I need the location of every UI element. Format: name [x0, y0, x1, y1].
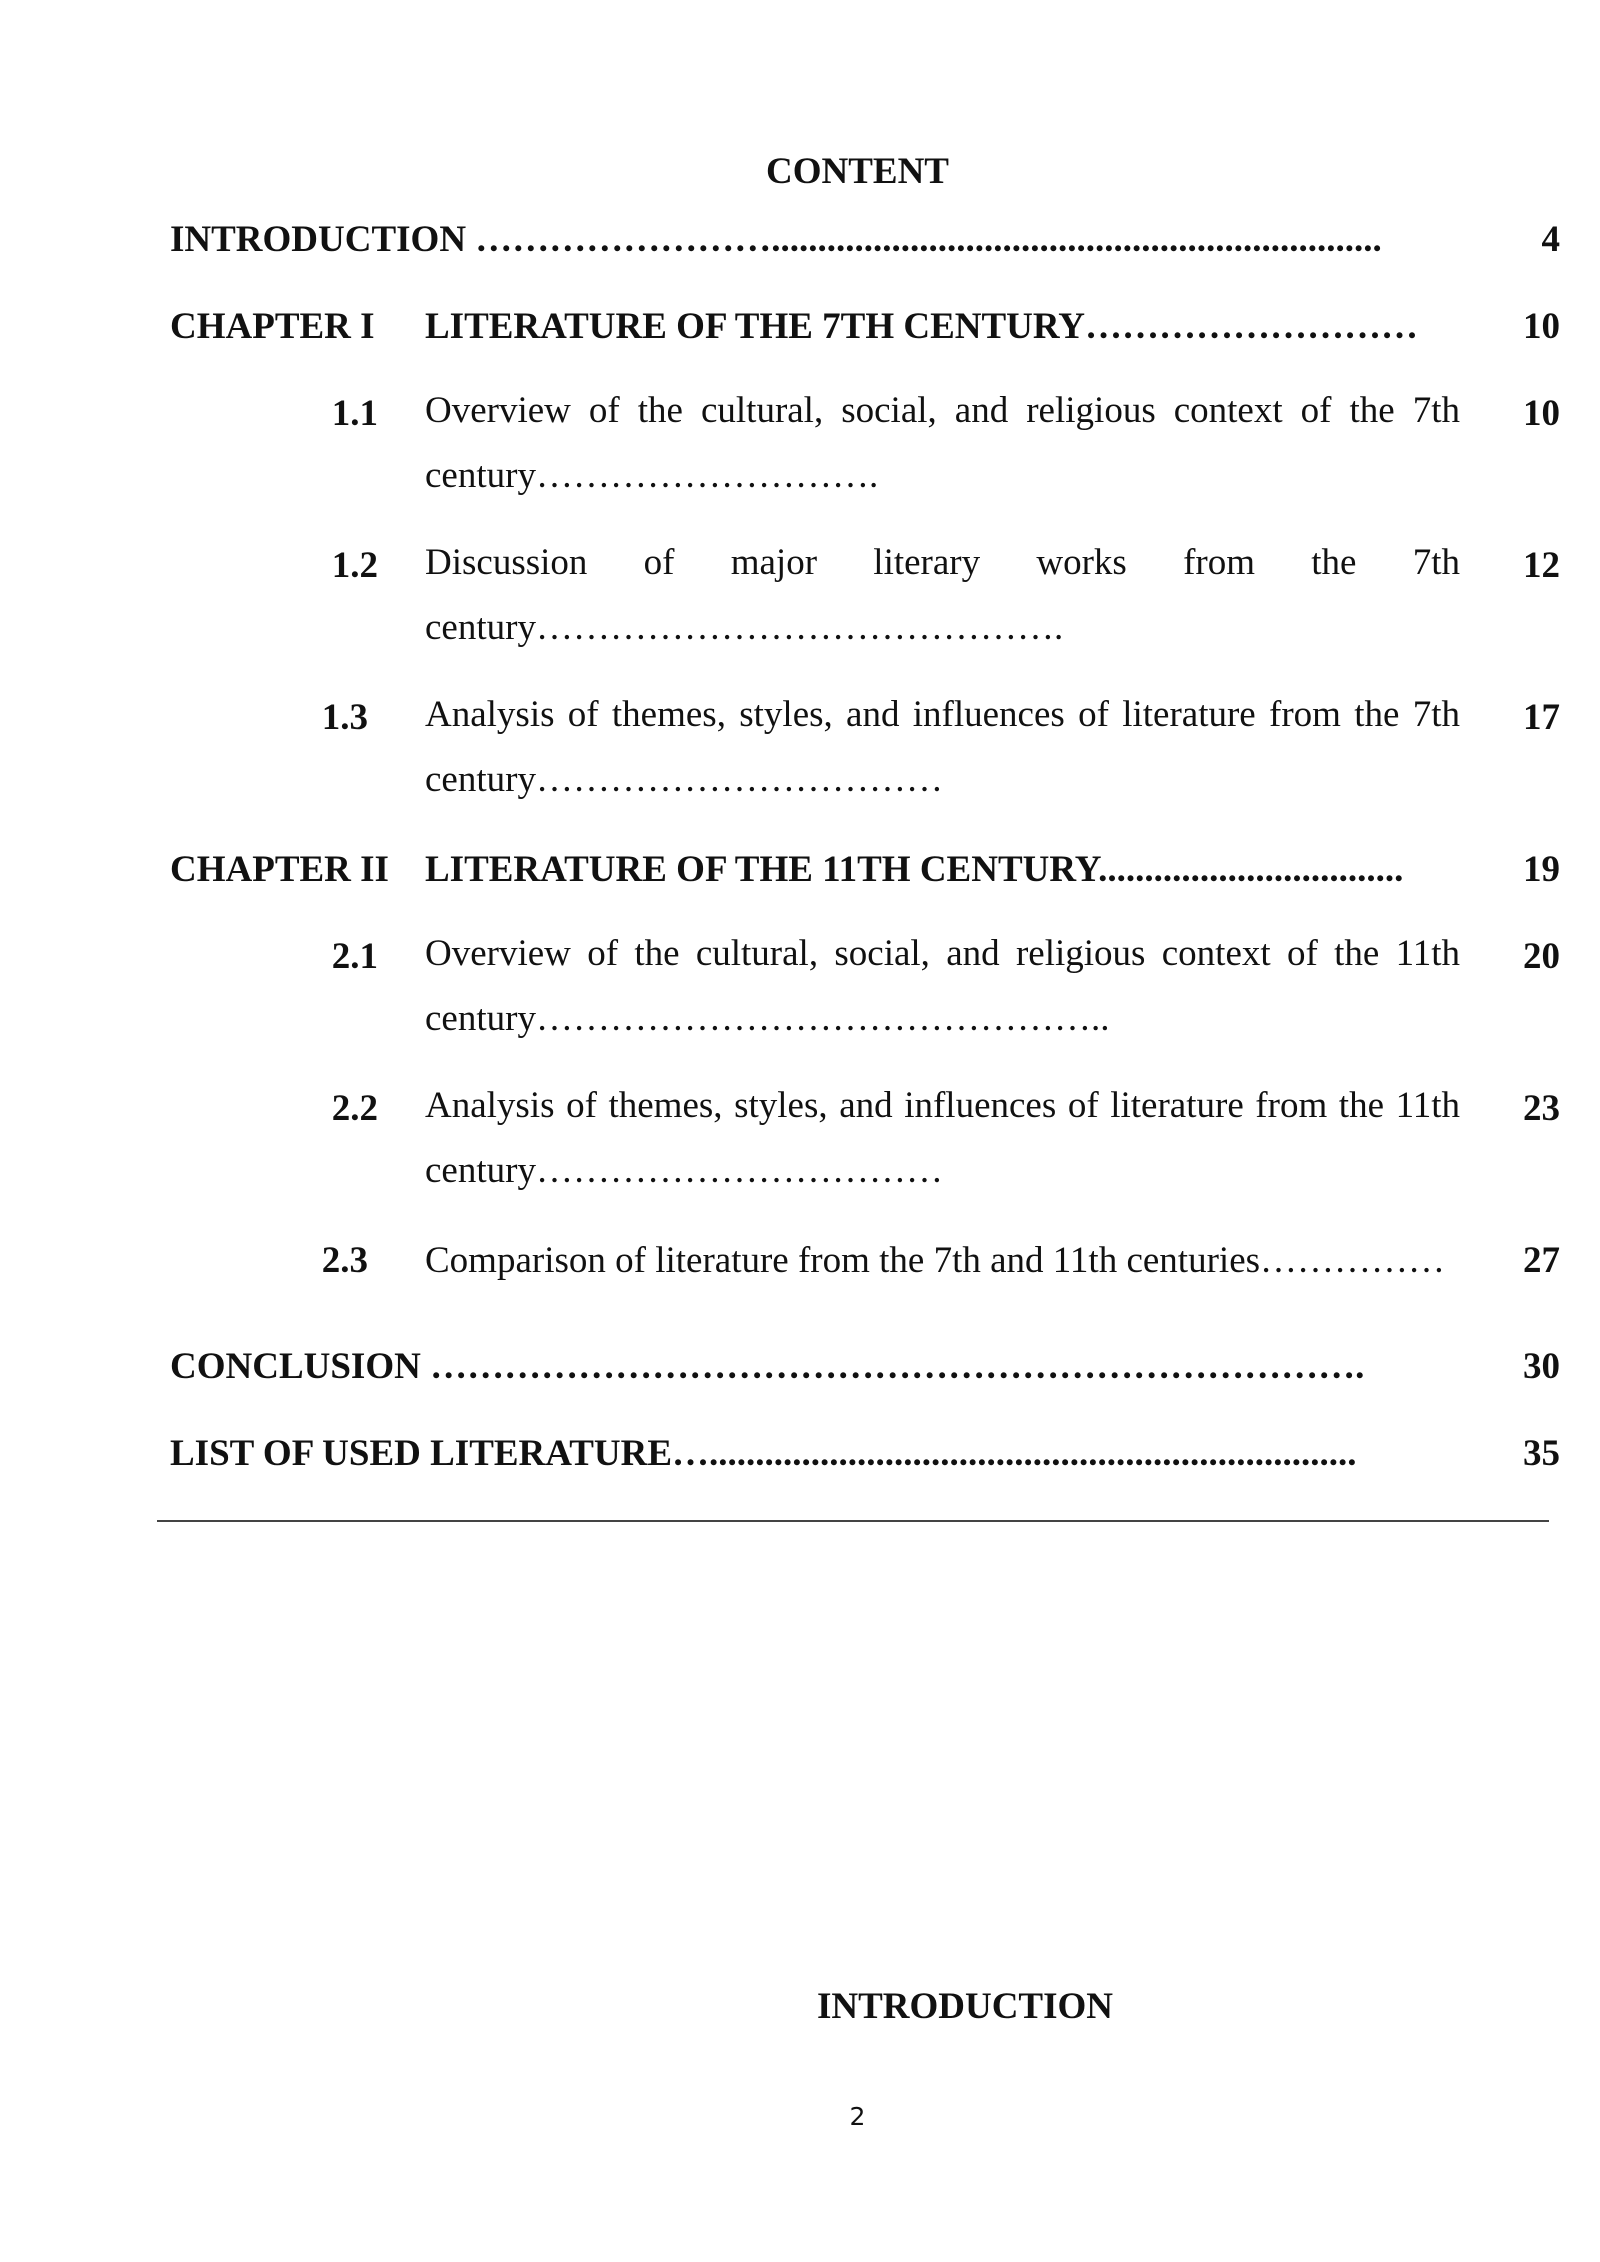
toc-section-number: 1.3: [321, 697, 368, 738]
toc-section-number: 2.1: [331, 936, 378, 977]
toc-introduction-label: INTRODUCTION ……………………..................................................................: [170, 219, 1382, 260]
toc-section-text: Overview of the cultural, social, and religious context of the 11th century………………………………………..: [425, 933, 1460, 1039]
contents-heading: CONTENT: [766, 151, 949, 192]
toc-section-page: 23: [1523, 1088, 1560, 1129]
toc-literature-label: LIST OF USED LITERATURE…......................................................................: [170, 1433, 1357, 1474]
toc-section-text: Discussion of major literary works from the 7th century…………………………………….: [425, 542, 1460, 648]
toc-chapter-2-label: CHAPTER II: [170, 849, 389, 890]
section-divider: [157, 1520, 1549, 1522]
toc-chapter-1-title: LITERATURE OF THE 7TH CENTURY………………………: [425, 306, 1419, 347]
toc-section-page: 10: [1523, 393, 1560, 434]
toc-section-text: Analysis of themes, styles, and influences of literature from the 7th century……………………………: [425, 694, 1460, 800]
toc-conclusion-page: 30: [1523, 1346, 1560, 1387]
toc-section-number: 1.1: [331, 393, 378, 434]
toc-section-text: Analysis of themes, styles, and influences of literature from the 11th century……………………………: [425, 1085, 1460, 1191]
toc-section-number: 1.2: [331, 545, 378, 586]
introduction-heading: INTRODUCTION: [816, 1986, 1114, 2027]
toc-section-number: 2.2: [331, 1088, 378, 1129]
toc-section-text: Comparison of literature from the 7th and 11th centuries……………: [425, 1240, 1446, 1281]
toc-conclusion-label: CONCLUSION ………………………………………………………………….: [170, 1346, 1365, 1387]
toc-section-page: 17: [1523, 697, 1560, 738]
toc-chapter-2-title: LITERATURE OF THE 11TH CENTURY.................................: [425, 849, 1404, 890]
toc-section-page: 12: [1523, 545, 1560, 586]
toc-section-number: 2.3: [321, 1240, 368, 1281]
toc-introduction-page: 4: [1541, 219, 1560, 260]
toc-section-page: 27: [1523, 1240, 1560, 1281]
toc-section-text: Overview of the cultural, social, and religious context of the 7th century……………………….: [425, 390, 1460, 496]
toc-chapter-2-page: 19: [1523, 849, 1560, 890]
toc-section-page: 20: [1523, 936, 1560, 977]
toc-literature-page: 35: [1523, 1433, 1560, 1474]
page-number: 2: [849, 2102, 866, 2131]
toc-chapter-1-label: CHAPTER I: [170, 306, 375, 347]
toc-chapter-1-page: 10: [1523, 306, 1560, 347]
